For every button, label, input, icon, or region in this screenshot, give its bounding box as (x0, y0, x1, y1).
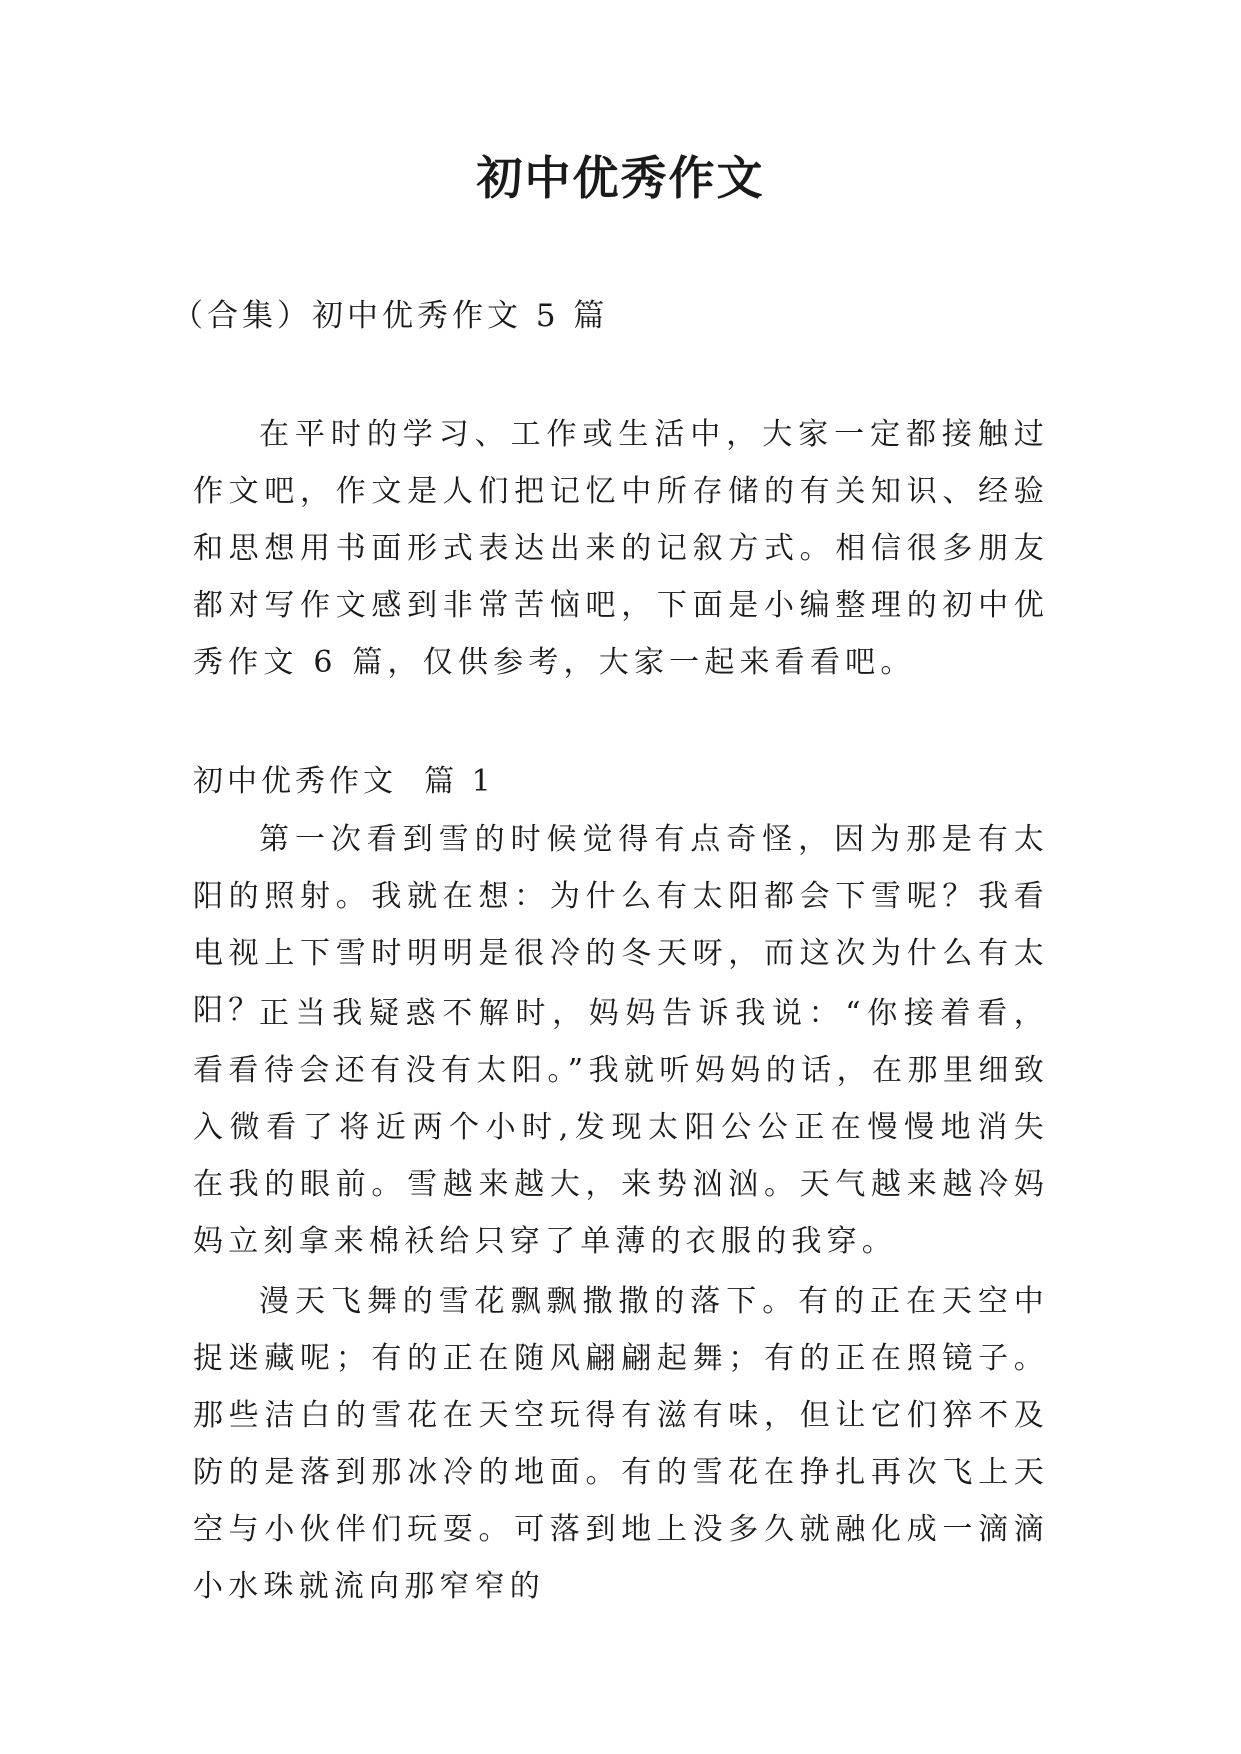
section-heading: 初中优秀作文 篇 1 (193, 764, 495, 799)
body-paragraph-2: 正当我疑惑不解时，妈妈告诉我说：“你接着看，看看待会还有没有太阳。”我就听妈妈的话，在那里细致入微看了将近两个小时,发现太阳公公正在慢慢地消失在我的眼前。雪越来越大，来势汹汹。天气越来越冷妈妈立刻拿来棉袄给只穿了单薄的衣服的我穿。 (193, 996, 1049, 1259)
document-title: 初中优秀作文 (476, 151, 765, 205)
body-paragraph-1: 第一次看到雪的时候觉得有点奇怪，因为那是有太阳的照射。我就在想：为什么有太阳都会下雪呢？我看电视上下雪时明明是很冷的冬天呀，而这次为什么有太阳？ (193, 822, 1049, 1028)
intro-paragraph: 在平时的学习、工作或生活中，大家一定都接触过作文吧，作文是人们把记忆中所存储的有关知识、经验和思想用书面形式表达出来的记叙方式。相信很多朋友都对写作文感到非常苦恼吧，下面是小编整理的初中优秀作文 6 篇，仅供参考，大家一起来看看吧。 (193, 417, 1049, 680)
document-subtitle: （合集）初中优秀作文 5 篇 (172, 298, 609, 334)
body-paragraph-3: 漫天飞舞的雪花飘飘撒撒的落下。有的正在天空中捉迷藏呢；有的正在随风翩翩起舞；有的正在照镜子。那些洁白的雪花在天空玩得有滋有味，但让它们猝不及防的是落到那冰冷的地面。有的雪花在挣扎再次飞上天空与小伙伴们玩耍。可落到地上没多久就融化成一滴滴小水珠就流向那窄窄的 (193, 1284, 1049, 1604)
